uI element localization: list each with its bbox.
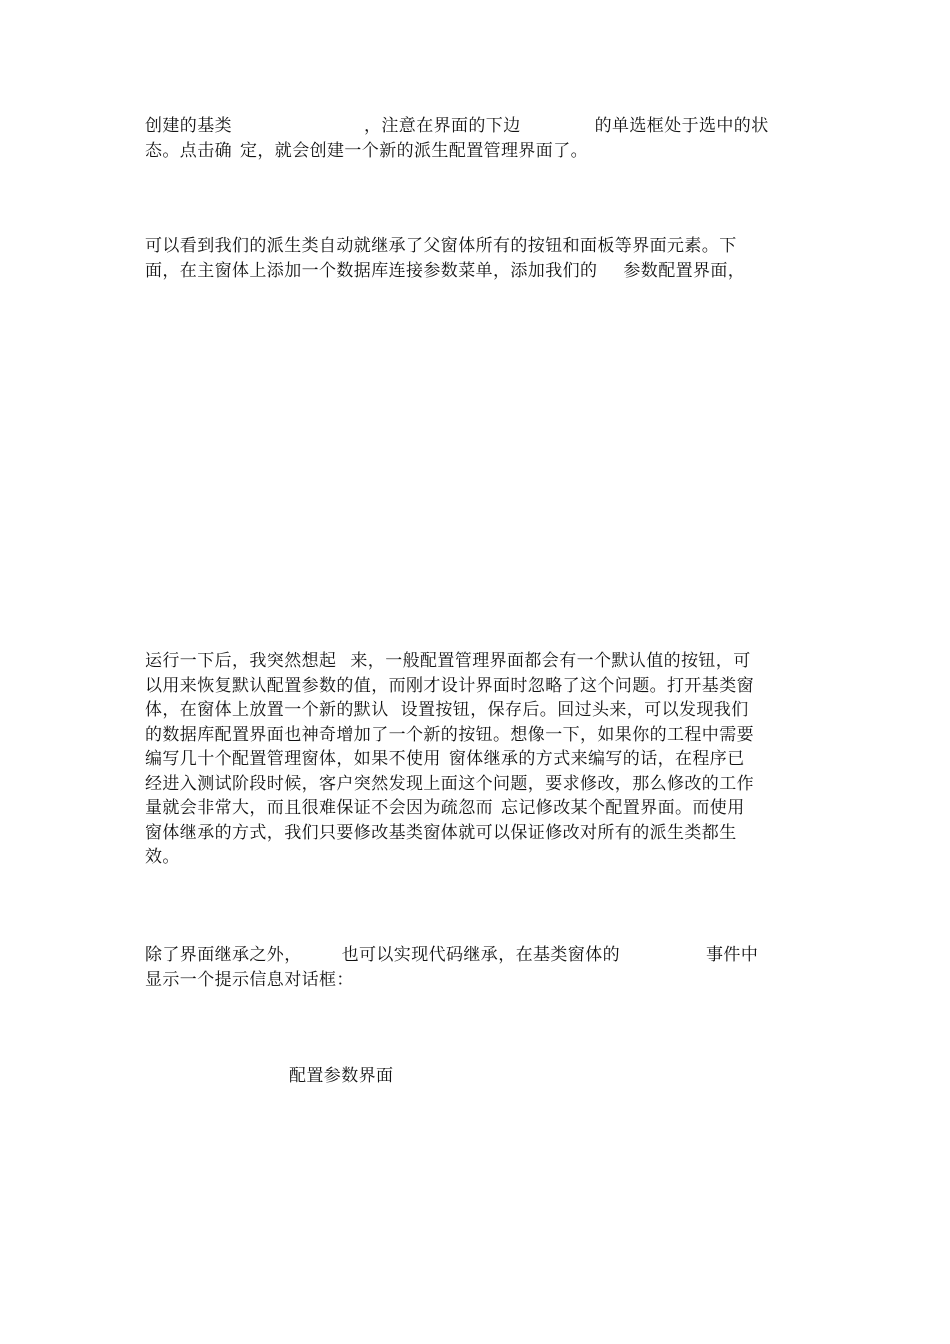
- text-line: [145, 943, 810, 968]
- text-line: 窗体继承的方式，我们只要修改基类窗体就可以保证修改对所有的派生类都生: [145, 822, 737, 843]
- text-line: 以用来恢复默认配置参数的值，而刚才设计界面时忽略了这个问题。打开基类窗: [145, 675, 754, 696]
- text-segment: 运行一下后，我突然想起: [145, 651, 337, 671]
- text-segment: 面，在主窗体上添加一个数据库连接参数菜单，添加我们的: [145, 260, 598, 281]
- text-segment: 参数配置界面，: [623, 260, 746, 281]
- text-line: [145, 139, 810, 164]
- text-line: [145, 796, 810, 821]
- text-line: [145, 747, 810, 772]
- text-segment: 设置按钮，保存后。回过头来，可以发现我们: [400, 700, 749, 720]
- text-segment: 窗体继承的方式来编写的话，在程序已: [448, 749, 745, 769]
- text-line: 效。: [145, 847, 180, 867]
- paragraph-base-class: [145, 114, 810, 163]
- text-segment: 除了界面继承之外，: [145, 945, 302, 965]
- paragraph-code-inheritance: [145, 943, 810, 992]
- text-segment: 忘记修改某个配置界面。而使用: [501, 798, 745, 818]
- paragraph-default-button: [145, 649, 810, 870]
- text-line: [145, 698, 810, 723]
- text-line: 经进入测试阶段时候，客户突然发现上面这个问题，要求修改，那么修改的工作: [145, 773, 754, 794]
- text-segment: 体，在窗体上放置一个新的默认: [145, 700, 389, 720]
- text-segment: 事件中: [706, 945, 759, 965]
- figure-caption: 配置参数界面: [289, 1066, 394, 1086]
- text-line: 显示一个提示信息对话框：: [145, 969, 354, 990]
- text-segment: 编写几十个配置管理窗体，如果不使用: [145, 749, 441, 769]
- text-line: [145, 114, 810, 139]
- text-line: [145, 649, 810, 674]
- text-segment: 来，一般配置管理界面都会有一个默认值的按钮，可: [350, 651, 751, 671]
- text-segment: 创建的基类: [145, 116, 232, 136]
- text-segment: 也可以实现代码继承，在基类窗体的: [341, 945, 621, 965]
- text-segment: 定，就会创建一个新的派生配置管理界面了。: [240, 140, 588, 161]
- text-line: 可以看到我们的派生类自动就继承了父窗体所有的按钮和面板等界面元素。下: [145, 236, 737, 256]
- text-segment: 量就会非常大，而且很难保证不会因为疏忽而: [145, 798, 493, 818]
- text-segment: ，注意在界面的下边: [364, 116, 521, 136]
- text-line: [145, 259, 810, 284]
- paragraph-derived-class: [145, 234, 810, 283]
- text-line: 的数据库配置界面也神奇增加了一个新的按钮。想像一下，如果你的工程中需要: [145, 724, 754, 745]
- text-segment: 的单选框处于选中的状: [594, 116, 769, 136]
- text-segment: 态。点击确: [145, 140, 232, 161]
